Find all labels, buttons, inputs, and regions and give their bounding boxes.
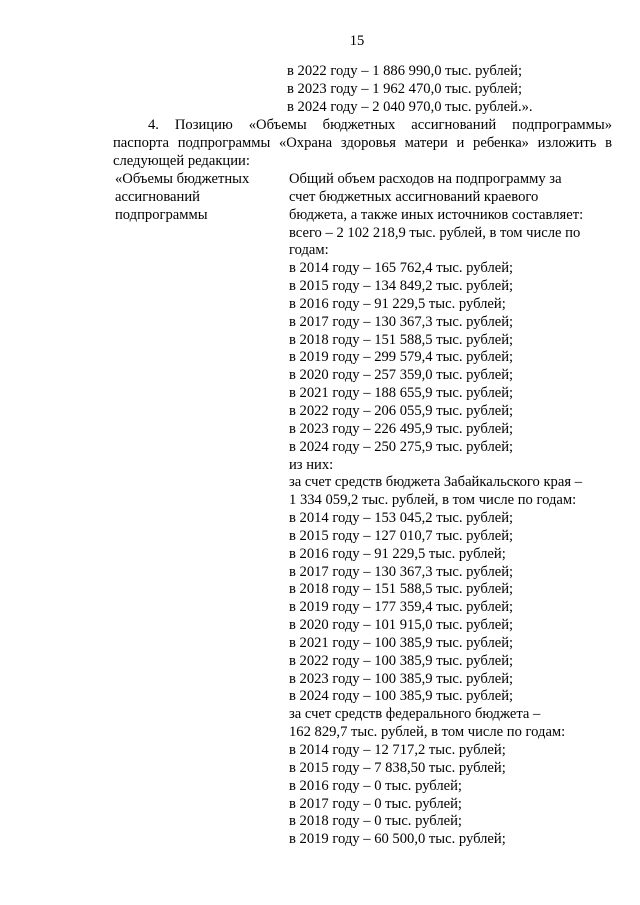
text-line: в 2018 году – 0 тыс. рублей; — [289, 813, 462, 830]
table-value-cell — [289, 171, 612, 849]
text-line: в 2024 году – 250 275,9 тыс. рублей; — [289, 438, 514, 455]
text-line: в 2018 году – 151 588,5 тыс. рублей; — [289, 331, 514, 348]
text-line: в 2014 году – 153 045,2 тыс. рублей; — [289, 510, 514, 527]
text-line: в 2020 году – 257 359,0 тыс. рублей; — [289, 367, 514, 384]
text-line: в 2019 году – 60 500,0 тыс. рублей; — [289, 831, 506, 848]
text-line: подпрограммы — [115, 206, 208, 223]
text-line: всего – 2 102 218,9 тыс. рублей, в том числе по — [289, 224, 581, 241]
text-line: в 2021 году – 100 385,9 тыс. рублей; — [289, 634, 514, 651]
text-line: в 2014 году – 165 762,4 тыс. рублей; — [289, 260, 514, 277]
text-line: в 2022 году – 100 385,9 тыс. рублей; — [289, 652, 514, 669]
text-line: в 2022 году – 206 055,9 тыс. рублей; — [289, 402, 514, 419]
text-line: в 2015 году – 127 010,7 тыс. рублей; — [289, 527, 514, 544]
page-number: 15 — [349, 33, 365, 49]
amendment-paragraph — [113, 117, 612, 171]
text-line: в 2017 году – 0 тыс. рублей; — [289, 795, 462, 812]
text-line: в 2023 году – 100 385,9 тыс. рублей; — [289, 670, 514, 687]
table-label-cell — [113, 171, 289, 849]
passport-table — [113, 171, 612, 849]
text-line: в 2019 году – 299 579,4 тыс. рублей; — [289, 349, 514, 366]
text-line: в 2023 году – 226 495,9 тыс. рублей; — [289, 420, 514, 437]
text-line: Общий объем расходов на подпрограмму за — [289, 171, 562, 187]
text-line: в 2016 году – 91 229,5 тыс. рублей; — [289, 545, 506, 562]
continuation-lines — [287, 63, 533, 117]
text-line: в 2015 году – 134 849,2 тыс. рублей; — [289, 278, 514, 295]
text-line: в 2024 году – 2 040 970,0 тыс. рублей.». — [287, 98, 533, 115]
text-line: в 2016 году – 0 тыс. рублей; — [289, 777, 462, 794]
text-line: в 2022 году – 1 886 990,0 тыс. рублей; — [287, 63, 523, 79]
text-line: в 2023 году – 1 962 470,0 тыс. рублей; — [287, 80, 523, 97]
text-line: в 2016 году – 91 229,5 тыс. рублей; — [289, 295, 506, 312]
text-line: в 2024 году – 100 385,9 тыс. рублей; — [289, 688, 514, 705]
text-line: 162 829,7 тыс. рублей, в том числе по годам: — [289, 724, 566, 741]
text-line: годам: — [289, 242, 329, 259]
paragraph-line: 4. Позицию «Объемы бюджетных ассигнований подпрограммы» — [148, 117, 612, 133]
text-line: бюджета, а также иных источников составляет: — [289, 206, 584, 223]
text-line: в 2018 году – 151 588,5 тыс. рублей; — [289, 581, 514, 598]
paragraph-line: следующей редакции: — [113, 152, 250, 169]
text-line: в 2017 году – 130 367,3 тыс. рублей; — [289, 313, 514, 330]
text-line: в 2020 году – 101 915,0 тыс. рублей; — [289, 617, 514, 634]
paragraph-line: паспорта подпрограммы «Охрана здоровья матери и ребенка» изложить в — [113, 134, 612, 151]
text-line: 1 334 059,2 тыс. рублей, в том числе по годам: — [289, 492, 577, 509]
text-line: за счет средств бюджета Забайкальского края – — [289, 474, 582, 491]
text-line: за счет средств федерального бюджета – — [289, 706, 541, 723]
text-line: в 2021 году – 188 655,9 тыс. рублей; — [289, 385, 514, 402]
text-line: «Объемы бюджетных — [115, 171, 250, 187]
text-line: ассигнований — [115, 188, 200, 205]
text-line: в 2019 году – 177 359,4 тыс. рублей; — [289, 599, 514, 616]
text-line: из них: — [289, 456, 334, 473]
text-line: счет бюджетных ассигнований краевого — [289, 188, 539, 205]
text-line: в 2015 году – 7 838,50 тыс. рублей; — [289, 759, 506, 776]
text-line: в 2014 году – 12 717,2 тыс. рублей; — [289, 742, 506, 758]
text-line: в 2017 году – 130 367,3 тыс. рублей; — [289, 563, 514, 580]
